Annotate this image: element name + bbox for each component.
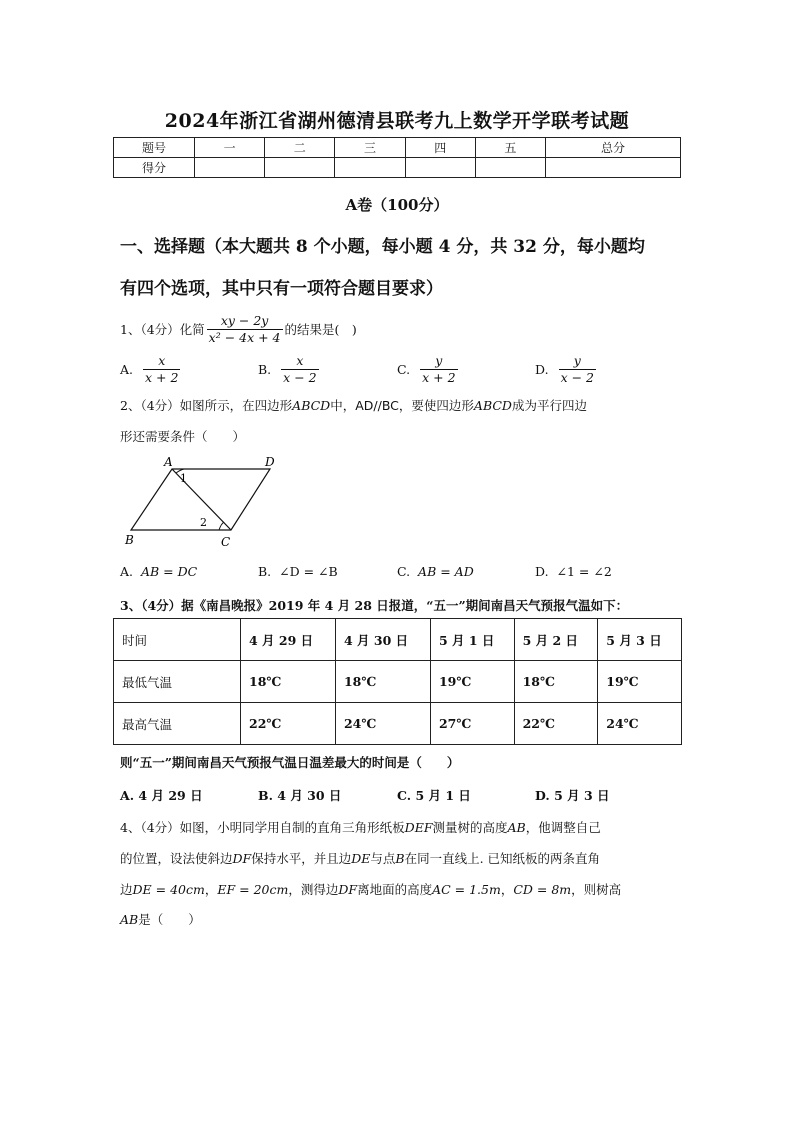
option-label: B.	[258, 564, 272, 579]
q4-text: ，	[500, 882, 514, 897]
q1-frac-num: xy − 2y	[207, 313, 283, 330]
angle-1-label: 1	[180, 472, 187, 485]
option-den: x − 2	[283, 369, 317, 385]
option-fraction	[559, 353, 596, 386]
angle-2-arc	[219, 522, 224, 530]
score-row-label: 得分	[114, 158, 195, 178]
question-4-line4	[120, 910, 690, 928]
temp-cell: 27℃	[430, 703, 514, 745]
q1-prefix: 1、（4分）化简	[120, 322, 205, 337]
option-text: 5 月 3 日	[554, 788, 610, 803]
temp-row-label: 最高气温	[114, 703, 241, 745]
temp-header-cell: 4 月 29 日	[241, 619, 336, 661]
question-4-line3	[120, 880, 690, 898]
option-label: B.	[258, 361, 272, 377]
temp-cell: 19℃	[598, 661, 682, 703]
q4-text: 的位置，设法使斜边	[120, 851, 233, 866]
q4-math: DF	[232, 851, 252, 866]
angle-2-label: 2	[200, 516, 207, 529]
option-text: AB = DC	[140, 564, 198, 579]
score-header-cell: 五	[475, 138, 545, 158]
q2-quad-name: ABCD	[473, 398, 512, 413]
option-text: 4 月 30 日	[277, 788, 342, 803]
score-cell[interactable]	[335, 158, 405, 178]
temp-cell: 19℃	[430, 661, 514, 703]
q4-text: 测量树的高度	[432, 820, 508, 835]
option-label: A.	[120, 564, 134, 579]
option-text: 5 月 1 日	[415, 788, 471, 803]
option-text: 4 月 29 日	[138, 788, 203, 803]
temp-low-row	[114, 661, 682, 703]
temp-cell: 22℃	[241, 703, 336, 745]
temp-row-label: 最低气温	[114, 661, 241, 703]
temp-cell: 22℃	[514, 703, 598, 745]
q4-math: AB	[507, 820, 526, 835]
temp-high-row	[114, 703, 682, 745]
question-2-line1	[120, 396, 690, 414]
option-num: y	[559, 353, 596, 370]
vertex-d-label: D	[265, 455, 275, 469]
exam-title: 2024年浙江省湖州德清县联考九上数学开学联考试题	[164, 110, 630, 132]
temp-cell: 18℃	[335, 661, 430, 703]
q4-text: ，测得边	[288, 882, 339, 897]
q4-text: 边	[120, 882, 133, 897]
q2-option-c[interactable]	[397, 564, 474, 579]
option-den: x − 2	[560, 369, 594, 385]
q2-quad-name: ABCD	[292, 398, 331, 413]
option-fraction	[143, 353, 180, 386]
q4-math: DEF	[404, 820, 433, 835]
option-num: x	[281, 353, 318, 370]
score-table-row	[114, 158, 681, 178]
q1-option-c[interactable]	[397, 350, 460, 388]
temp-header-row	[114, 619, 682, 661]
temp-header-cell: 4 月 30 日	[335, 619, 430, 661]
temp-header-cell: 时间	[114, 619, 241, 661]
q1-option-d[interactable]	[535, 350, 598, 388]
q4-text: 与点	[370, 851, 396, 866]
option-num: y	[420, 353, 457, 370]
temp-cell: 18℃	[241, 661, 336, 703]
option-label: C.	[397, 361, 411, 377]
q3-option-a[interactable]	[120, 786, 203, 804]
score-cell[interactable]	[195, 158, 265, 178]
q4-text: ，	[204, 882, 218, 897]
score-header-cell: 题号	[114, 138, 195, 158]
q4-math: DF	[338, 882, 358, 897]
q2-option-b[interactable]	[258, 564, 338, 579]
option-text: AB = AD	[418, 564, 474, 579]
question-3-intro: 3、（4分）据《南昌晚报》2019 年 4 月 28 日报道，“五一”期间南昌天气预报气温如下：	[120, 598, 629, 613]
question-3-prompt: 则“五一”期间南昌天气预报气温日温差最大的时间是（ ）	[120, 755, 460, 770]
score-cell[interactable]	[546, 158, 681, 178]
score-cell[interactable]	[405, 158, 475, 178]
vertex-a-label: A	[164, 455, 173, 469]
temp-cell: 24℃	[335, 703, 430, 745]
section1-heading-line2: 有四个选项，其中只有一项符合题目要求）	[120, 279, 443, 299]
option-label: A.	[120, 361, 134, 377]
q3-option-d[interactable]	[535, 786, 610, 804]
q2-text: 成为平行四边	[511, 398, 587, 413]
temp-cell: 24℃	[598, 703, 682, 745]
option-label: D.	[535, 788, 550, 803]
q1-suffix: 的结果是( )	[284, 322, 357, 337]
score-header-cell: 二	[265, 138, 335, 158]
q4-math: EF = 20cm	[217, 882, 289, 897]
option-label: C.	[397, 564, 411, 579]
q2-parallel: AD//BC	[355, 398, 399, 413]
q4-text: ，他调整自己	[525, 820, 601, 835]
q2-option-a[interactable]	[120, 564, 197, 579]
option-den: x + 2	[145, 369, 179, 385]
temp-cell: 18℃	[514, 661, 598, 703]
temp-header-cell: 5 月 1 日	[430, 619, 514, 661]
score-cell[interactable]	[475, 158, 545, 178]
score-table-header	[114, 138, 681, 158]
score-table	[113, 137, 681, 178]
option-num: x	[143, 353, 180, 370]
option-den: x + 2	[422, 369, 456, 385]
score-header-cell: 总分	[546, 138, 681, 158]
section1-heading-line1: 一、选择题（本大题共 8 个小题，每小题 4 分，共 32 分，每小题均	[120, 237, 645, 257]
temperature-table	[113, 618, 682, 745]
option-label: D.	[535, 564, 549, 579]
option-fraction	[281, 353, 318, 386]
option-fraction	[420, 353, 457, 386]
q4-text: 在同一直线上. 已知纸板的两条直角	[404, 851, 601, 866]
q1-frac-den: x² − 4x + 4	[208, 329, 281, 345]
temp-header-cell: 5 月 2 日	[514, 619, 598, 661]
temp-header-cell: 5 月 3 日	[598, 619, 682, 661]
q4-math: DE	[351, 851, 371, 866]
q1-fraction	[207, 313, 283, 346]
q1-option-b[interactable]	[258, 350, 321, 388]
q4-text: 离地面的高度	[357, 882, 433, 897]
parallelogram-figure	[120, 450, 290, 550]
question-2-line2: 形还需要条件（ ）	[120, 429, 246, 444]
q4-math: B	[395, 851, 405, 866]
question-4-line1	[120, 818, 690, 836]
q4-math: DE = 40cm	[132, 882, 205, 897]
score-cell[interactable]	[265, 158, 335, 178]
q4-text: 4、（4分）如图，小明同学用自制的直角三角形纸板	[120, 820, 405, 835]
question-4-line2	[120, 849, 690, 867]
q3-option-c[interactable]	[397, 786, 471, 804]
vertex-b-label: B	[125, 533, 134, 547]
q4-math: CD = 8m	[513, 882, 572, 897]
score-header-cell: 一	[195, 138, 265, 158]
option-text: ∠D = ∠B	[279, 564, 338, 579]
q4-text: 是（ ）	[138, 912, 201, 927]
q2-option-d[interactable]	[535, 564, 612, 579]
q2-text: ，要使四边形	[398, 398, 474, 413]
vertex-c-label: C	[221, 535, 231, 549]
q4-text: ，则树高	[571, 882, 622, 897]
option-text: ∠1 = ∠2	[556, 564, 612, 579]
q4-math: AB	[120, 912, 139, 927]
option-label: D.	[535, 361, 549, 377]
q2-text: 中，	[330, 398, 356, 413]
q1-option-a[interactable]	[120, 350, 182, 388]
q4-text: 保持水平，并且边	[251, 851, 352, 866]
q2-text: 2、（4分）如图所示，在四边形	[120, 398, 293, 413]
q4-math: AC = 1.5m	[432, 882, 501, 897]
q3-option-b[interactable]	[258, 786, 341, 804]
option-label: A.	[120, 788, 135, 803]
score-header-cell: 三	[335, 138, 405, 158]
option-label: C.	[397, 788, 412, 803]
score-header-cell: 四	[405, 138, 475, 158]
section-a-heading: A卷（100分）	[345, 196, 449, 214]
option-label: B.	[258, 788, 273, 803]
question-1	[120, 310, 690, 348]
